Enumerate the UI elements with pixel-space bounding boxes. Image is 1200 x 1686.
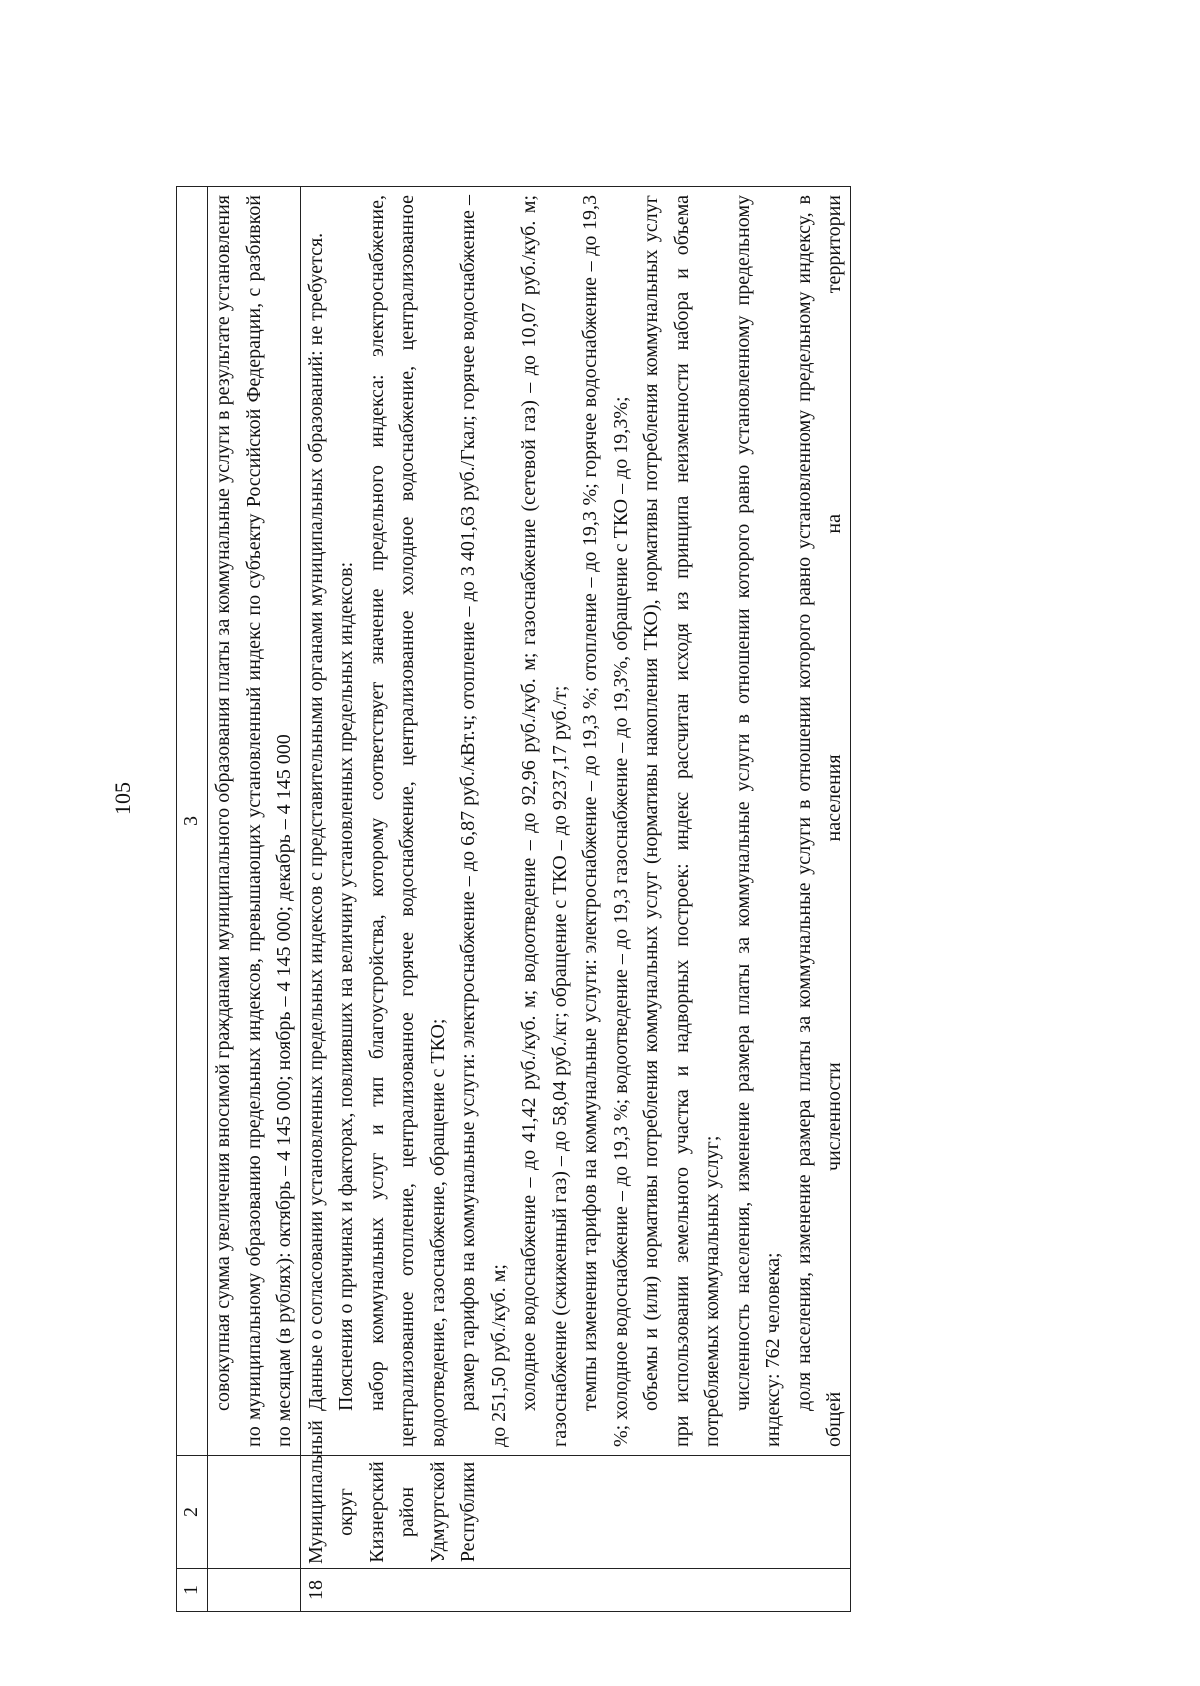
paragraph-services-set: набор коммунальных услуг и тип благоустройства, которому соответствует значение предельного индекса: электроснабжение, централизованное отопление, централизованное горячее водоснабжение, централизованное холодное водоснабжение, централизованное водоотведение, газоснабжение, обращение с ТКО; [365, 195, 449, 1447]
cell-empty-1 [208, 1569, 301, 1612]
header-col-2: 2 [177, 1456, 208, 1569]
municipality-name: Муниципальный округ Кизнерский район Удмуртской Республики [300, 1456, 850, 1569]
paragraph-approval: Данные о согласовании установленных предельных индексов с представительными органами муниципальных образований: не требуется. [304, 232, 327, 1411]
row-details [300, 187, 850, 1456]
paragraph-population: численность населения, изменение размера платы за коммунальные услуги в отношении которого равно установленному предельному индексу: 762 человека; [731, 195, 784, 1447]
paragraph-tariff-growth: темпы изменения тарифов на коммунальные услуги: электроснабжение – до 19,3 %; отопление – до 19,3 %; горячее водоснабжение – до 19,3 %; холодное водоснабжение – до 19,3 %; водоотведение – до 19,3 газоснабжение – до 19,3%, обращение с ТКО – до 19,3%; [579, 195, 632, 1447]
rotated-table-page [176, 187, 1111, 1612]
paragraph-tariffs-1: размер тарифов на коммунальные услуги: электроснабжение – до 6,87 руб./кВт.ч; отопление – до 3 401,63 руб./Гкал; горячее водоснабжение – до 251,50 руб./куб. м; [457, 195, 510, 1447]
page-number: 105 [110, 782, 135, 815]
cell-empty-2 [208, 1456, 301, 1569]
cell-continuation [208, 187, 301, 1456]
paragraph-tariffs-2: холодное водоснабжение – до 41,42 руб./куб. м; водоотведение – до 92,96 руб./куб. м; газоснабжение (сетевой газ) – до 10,07 руб./куб. м; газоснабжение (сжиженный газ) – до 58,04 руб./кг; обращение с ТКО – до 9237,17 руб./т; [518, 195, 571, 1447]
header-col-1: 1 [177, 1569, 208, 1612]
header-col-3: 3 [177, 187, 208, 1456]
data-table [176, 186, 851, 1612]
paragraph-explanations: Пояснения о причинах и факторах, повлиявших на величину установленных предельных индексов: [335, 561, 357, 1411]
table-header-row [177, 187, 208, 1612]
table-row-18 [300, 187, 850, 1612]
continuation-paragraph: совокупная сумма увеличения вносимой гражданами муниципального образования платы за коммунальные услуги в результате установления по муниципальному образованию предельных индексов, превышающих установленный индекс по субъекту Российской Федерации, с разбивкой по месяцам (в рублях): октябрь – 4 145 000; ноябрь – 4 145 000; декабрь – 4 145 000 [212, 195, 295, 1447]
row-number: 18 [300, 1569, 850, 1612]
paragraph-volumes: объемы и (или) нормативы потребления коммунальных услуг (нормативы накопления ТКО), нормативы потребления коммунальных услуг при использовании земельного участка и надворных построек: индекс рассчитан исходя из принципа неизменности набора и объема потребляемых коммунальных услуг; [640, 195, 723, 1447]
paragraph-population-share: доля населения, изменение размера платы за коммунальные услуги в отношении которого равно установленному предельному индексу, в общей численности населения на территории [792, 195, 845, 1447]
table-row-continuation [208, 187, 301, 1612]
